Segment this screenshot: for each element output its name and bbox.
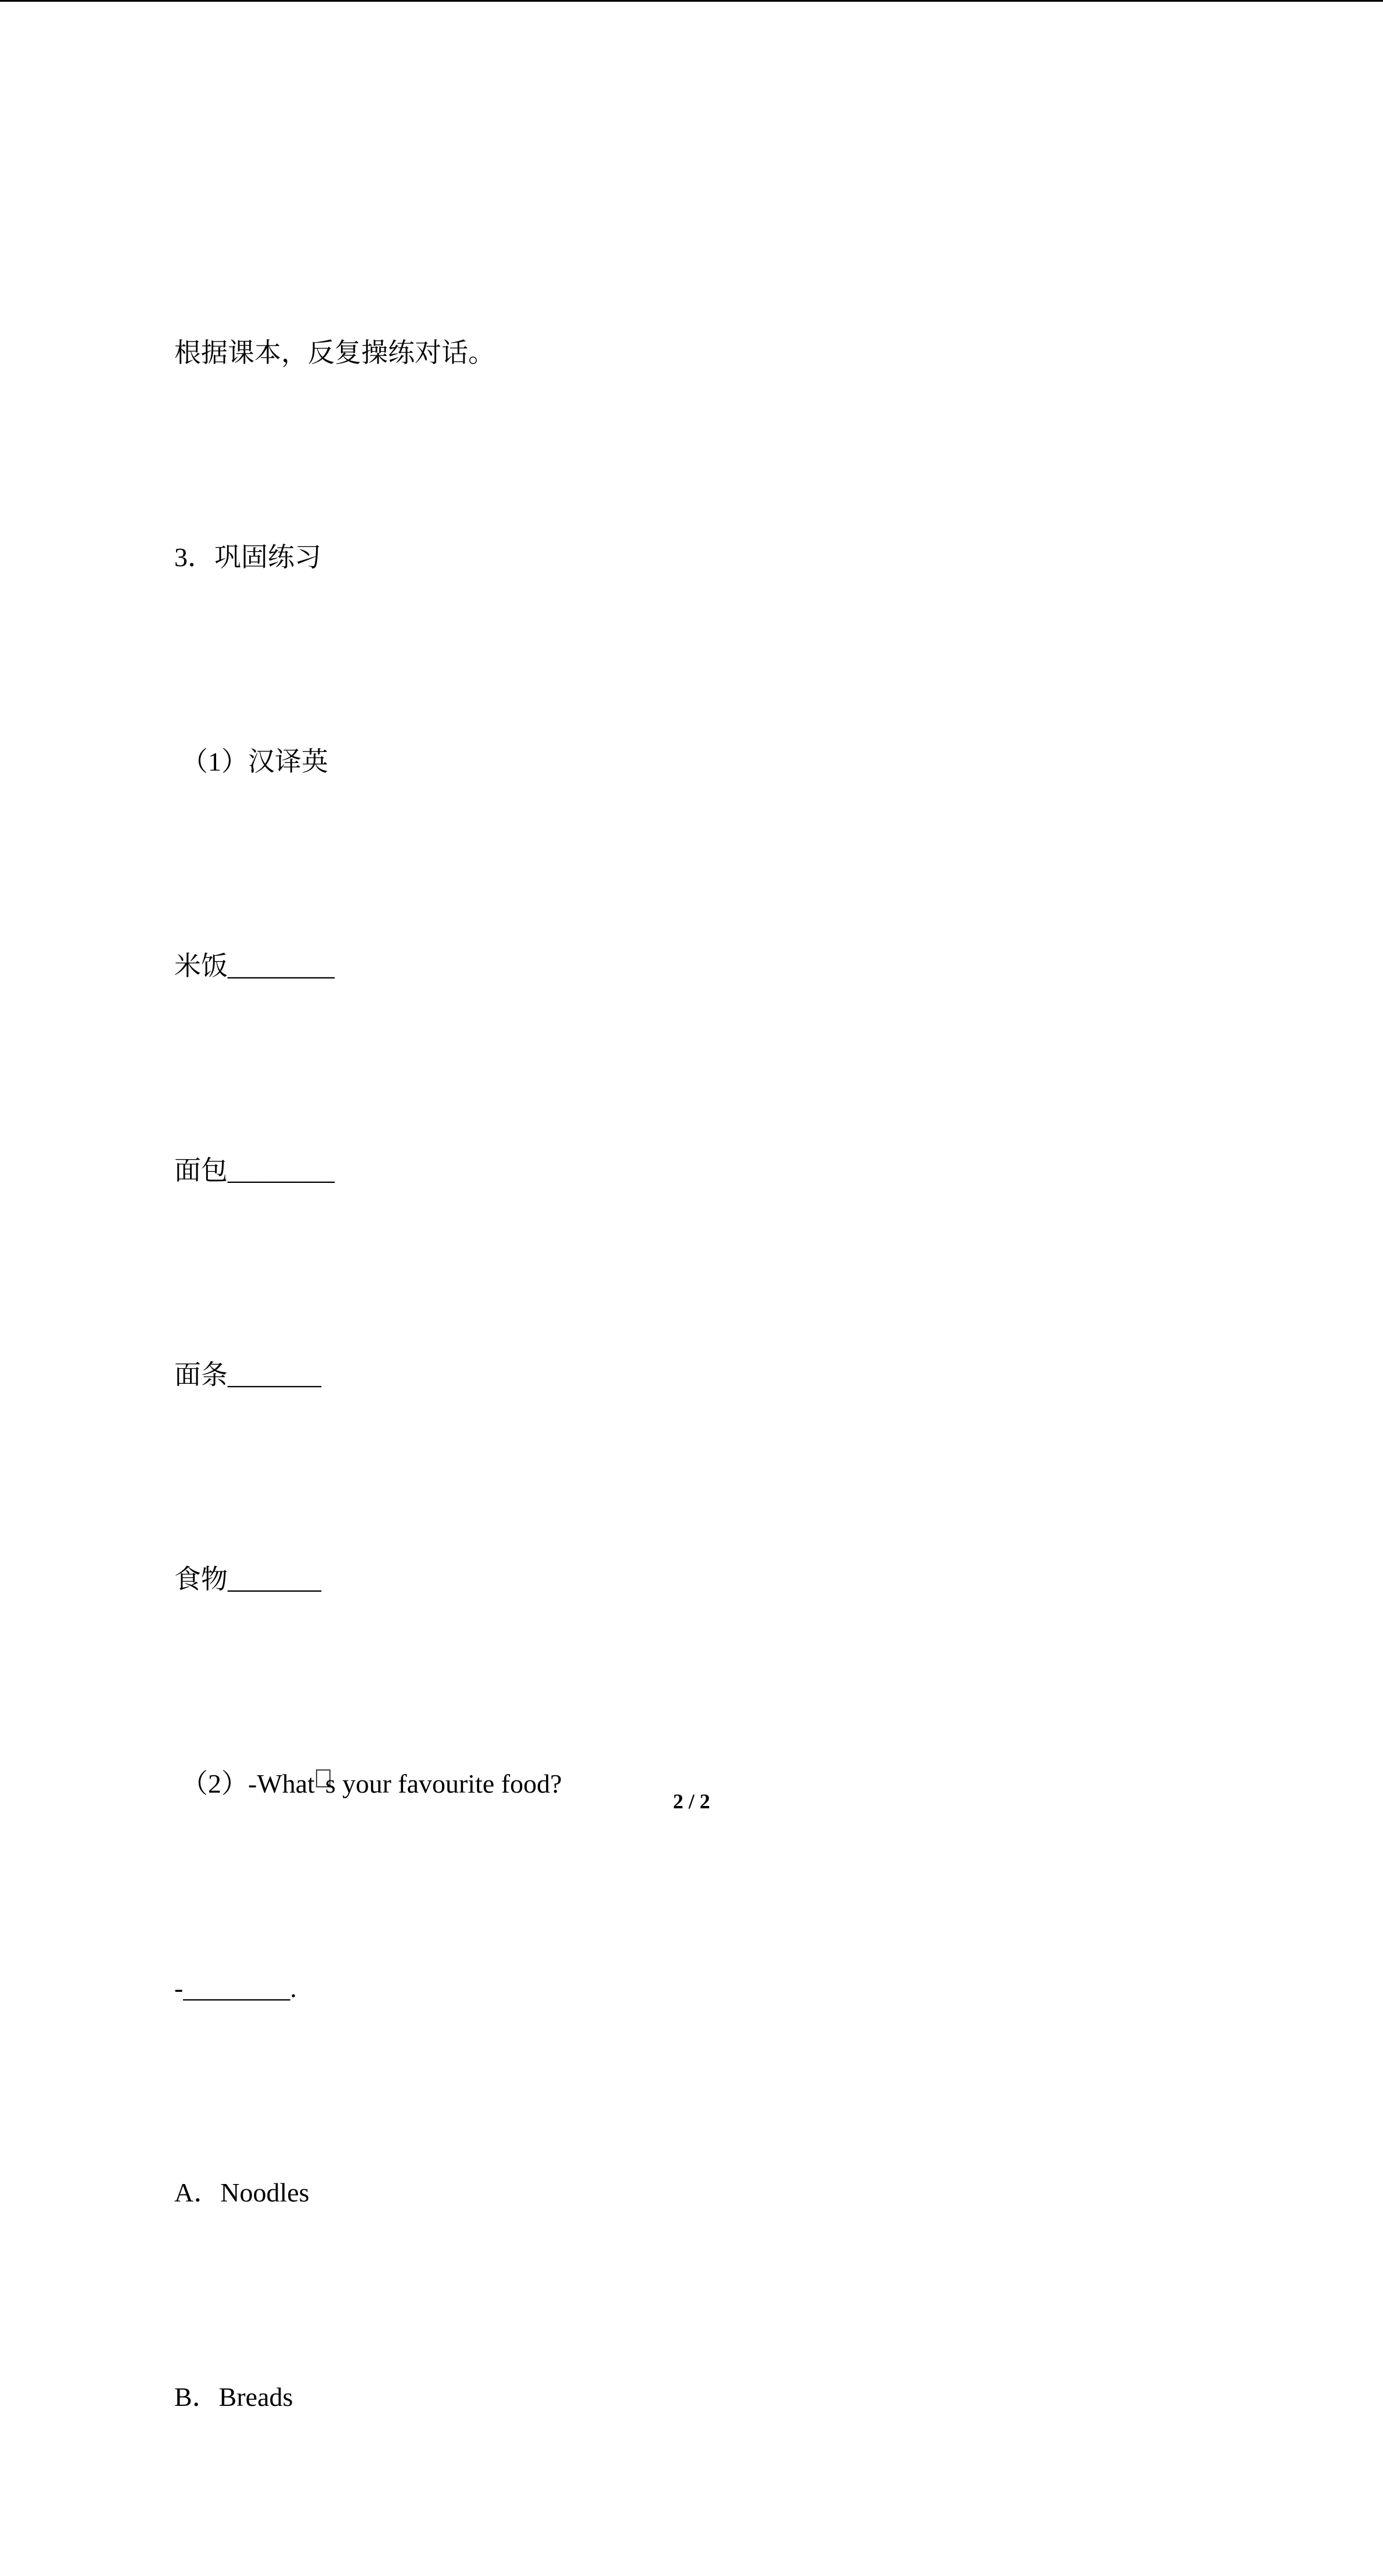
section-heading: 3．巩固练习 <box>174 542 321 572</box>
option-a: A．Noodles <box>174 2178 310 2207</box>
vocab-item-noodles: 面条_______ <box>174 1360 321 1390</box>
part2-question-prefix: （2）-What <box>181 1769 315 1798</box>
part2-question-suffix: s your favourite food? <box>325 1769 562 1798</box>
document-body <box>174 174 1278 2576</box>
vocab-item-rice: 米饭________ <box>174 951 335 981</box>
top-edge-border <box>0 0 1383 2</box>
instruction-text: 根据课本，反复操练对话。 <box>174 338 495 368</box>
vocab-item-food: 食物_______ <box>174 1564 321 1594</box>
page-number: 2 / 2 <box>673 1790 710 1813</box>
option-b: B．Breads <box>174 2382 293 2412</box>
part1-heading: （1）汉译英 <box>181 747 328 776</box>
answer-blank-line: -________. <box>174 1973 297 2003</box>
vocab-item-bread: 面包________ <box>174 1156 335 1185</box>
